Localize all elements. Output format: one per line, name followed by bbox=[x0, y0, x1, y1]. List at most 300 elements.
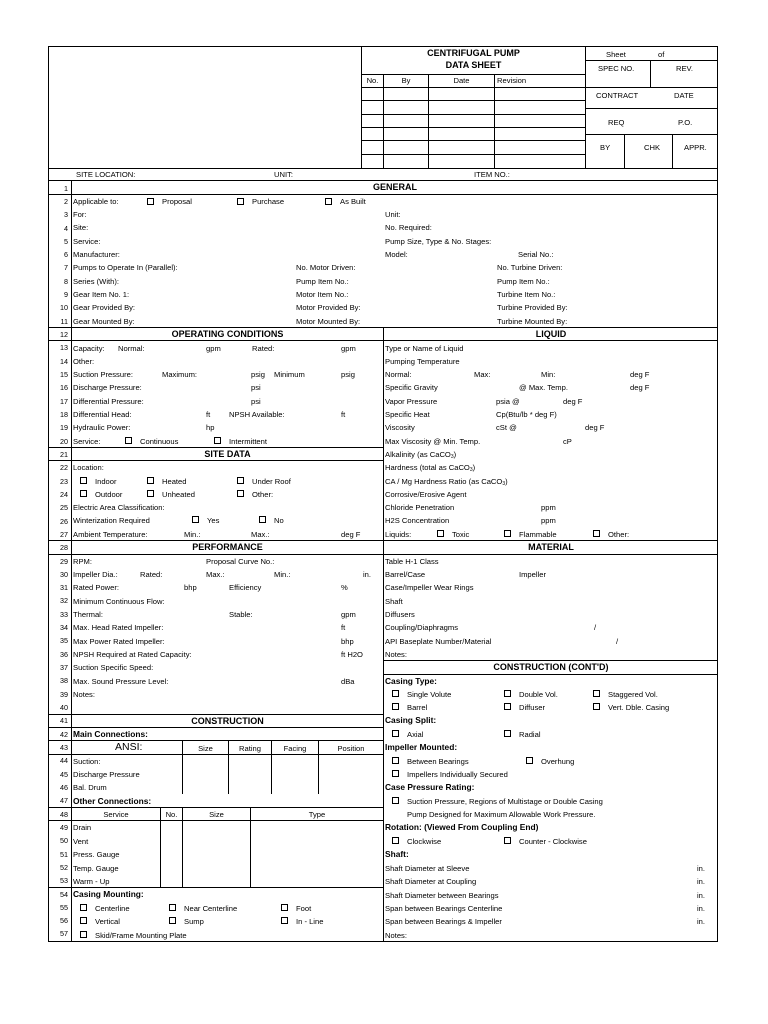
electric-area-label: Electric Area Classification: bbox=[73, 503, 165, 512]
rev-col bbox=[494, 74, 495, 168]
applicable-to-label: Applicable to: bbox=[73, 197, 119, 206]
rh-col bbox=[672, 134, 673, 168]
row-number: 55 bbox=[60, 902, 68, 912]
span-centerline-label: Span between Bearings Centerline bbox=[385, 904, 503, 913]
po-label: P.O. bbox=[678, 118, 693, 127]
row-number: 2 bbox=[64, 196, 68, 206]
sg-max-temp-label: @ Max. Temp. bbox=[519, 383, 568, 392]
grid-line bbox=[48, 540, 718, 541]
viscosity-cst-label: cSt @ bbox=[496, 423, 517, 432]
winterization-yes-checkbox[interactable] bbox=[192, 516, 199, 523]
suction-psig-1: psig bbox=[251, 370, 265, 379]
dia-coupling-label: Shaft Diameter at Coupling bbox=[385, 877, 477, 886]
skid-checkbox[interactable] bbox=[80, 931, 87, 938]
max-sound-dba: dBa bbox=[341, 677, 355, 686]
hardness-label: Hardness (total as CaCO$_3$) bbox=[385, 463, 476, 473]
winterization-yes-label: Yes bbox=[207, 516, 220, 525]
conn-position-header: Position bbox=[337, 744, 365, 753]
suction-psig-2: psig bbox=[341, 370, 355, 379]
req-label: REQ bbox=[608, 118, 625, 127]
temp-min-label: Min: bbox=[541, 370, 556, 379]
intermittent-checkbox[interactable] bbox=[214, 437, 221, 444]
sump-checkbox[interactable] bbox=[169, 917, 176, 924]
rev-label: REV. bbox=[676, 64, 694, 73]
outdoor-checkbox[interactable] bbox=[80, 490, 87, 497]
row-number: 43 bbox=[60, 742, 68, 752]
site-location-label: SITE LOCATION: bbox=[76, 170, 136, 179]
row-number: 16 bbox=[60, 383, 68, 393]
row-number: 57 bbox=[60, 929, 68, 939]
impeller-rated-label: Rated: bbox=[140, 570, 163, 579]
ca-mg-ratio-label: CA / Mg Hardness Ratio (as CaCO$_3$) bbox=[385, 477, 508, 487]
capacity-rated-label: Rated: bbox=[252, 344, 275, 353]
item-no-label: ITEM NO.: bbox=[474, 170, 510, 179]
row-number: 32 bbox=[60, 596, 68, 606]
rev-header-by: By bbox=[401, 76, 411, 85]
skid-label: Skid/Frame Mounting Plate bbox=[95, 931, 187, 940]
single-volute-checkbox[interactable] bbox=[392, 690, 399, 697]
axial-checkbox[interactable] bbox=[392, 730, 399, 737]
intermittent-label: Intermittent bbox=[229, 437, 267, 446]
h2s-ppm: ppm bbox=[541, 516, 556, 525]
row-number: 34 bbox=[60, 623, 68, 633]
unit-label: UNIT: bbox=[274, 170, 293, 179]
rev-line bbox=[361, 100, 585, 101]
row-number: 19 bbox=[60, 423, 68, 433]
centerline-checkbox[interactable] bbox=[80, 904, 87, 911]
row-number: 14 bbox=[60, 356, 68, 366]
diffuser-label: Diffuser bbox=[519, 703, 546, 712]
row-number: 40 bbox=[60, 703, 68, 712]
conn-rating-header: Rating bbox=[239, 744, 261, 753]
double-vol-checkbox[interactable] bbox=[504, 690, 511, 697]
winterization-label: Winterization Required bbox=[73, 516, 150, 525]
service-mode-label: Service: bbox=[73, 437, 101, 446]
pump-item-no-right: Pump Item No.: bbox=[497, 277, 550, 286]
row-number: 21 bbox=[60, 449, 68, 459]
row-number: 39 bbox=[60, 689, 68, 699]
overhung-checkbox[interactable] bbox=[526, 757, 533, 764]
manufacturer-label: Manufacturer: bbox=[73, 250, 120, 259]
row-number: 44 bbox=[60, 756, 68, 766]
vertical-checkbox[interactable] bbox=[80, 917, 87, 924]
impellers-secured-checkbox[interactable] bbox=[392, 770, 399, 777]
vapor-pressure-label: Vapor Pressure bbox=[385, 397, 438, 406]
site-line-bottom bbox=[48, 180, 718, 181]
max-sound-label: Max. Sound Pressure Level: bbox=[73, 677, 169, 686]
between-bearings-checkbox[interactable] bbox=[392, 757, 399, 764]
row-number-column-line bbox=[71, 180, 72, 942]
model-label: Model: bbox=[385, 250, 408, 259]
rev-header-no: No. bbox=[366, 76, 379, 85]
in-line-checkbox[interactable] bbox=[281, 917, 288, 924]
single-volute-label: Single Volute bbox=[407, 690, 452, 699]
rh-line bbox=[585, 108, 718, 109]
dia-sleeve-in: in. bbox=[697, 864, 706, 873]
material-impeller-label: Impeller bbox=[519, 570, 547, 579]
capacity-gpm-1: gpm bbox=[206, 344, 221, 353]
other-site-checkbox[interactable] bbox=[237, 490, 244, 497]
chloride-label: Chloride Penetration bbox=[385, 503, 455, 512]
rev-col bbox=[383, 74, 384, 168]
gear-provided-by-label: Gear Provided By: bbox=[73, 303, 136, 312]
row-number: 50 bbox=[60, 836, 68, 846]
rev-line bbox=[361, 74, 585, 75]
gear-item-no-label: Gear Item No. 1: bbox=[73, 290, 130, 299]
under-roof-checkbox[interactable] bbox=[237, 477, 244, 484]
corrosive-agent-label: Corrosive/Erosive Agent bbox=[385, 490, 467, 499]
rev-line bbox=[361, 140, 585, 141]
table-h1-label: Table H-1 Class bbox=[385, 557, 439, 566]
section-general: GENERAL bbox=[372, 182, 417, 192]
alkalinity-label: Alkalinity (as CaCO$_3$) bbox=[385, 450, 457, 460]
section-liquid: LIQUID bbox=[535, 329, 567, 339]
row-number: 18 bbox=[60, 409, 68, 419]
near-centerline-checkbox[interactable] bbox=[169, 904, 176, 911]
row-number: 29 bbox=[60, 556, 68, 566]
counter-clockwise-label: Counter - Clockwise bbox=[519, 837, 587, 846]
casing-type-label: Casing Type: bbox=[385, 676, 437, 686]
heated-label: Heated bbox=[162, 477, 187, 486]
row-number: 48 bbox=[60, 809, 68, 819]
grid-line bbox=[48, 754, 383, 755]
row-number: 20 bbox=[60, 436, 68, 446]
row-number: 23 bbox=[60, 476, 68, 486]
sg-degf: deg F bbox=[630, 383, 650, 392]
coupling-label: Coupling/Diaphragms bbox=[385, 623, 459, 632]
unit-field-label: Unit: bbox=[385, 210, 401, 219]
span-impeller-in: in. bbox=[697, 917, 706, 926]
centerline-label: Centerline bbox=[95, 904, 130, 913]
overhung-label: Overhung bbox=[541, 757, 575, 766]
api-baseplate-slash: / bbox=[616, 637, 619, 646]
pump-designed-label: Pump Designed for Maximum Allowable Work Pressure. bbox=[407, 810, 596, 819]
differential-head-ft: ft bbox=[206, 410, 211, 419]
heated-checkbox[interactable] bbox=[147, 477, 154, 484]
counter-clockwise-checkbox[interactable] bbox=[504, 837, 511, 844]
chk-label: CHK bbox=[644, 143, 661, 152]
staggered-vol-checkbox[interactable] bbox=[593, 690, 600, 697]
warm-up-label: Warm - Up bbox=[73, 877, 110, 886]
near-centerline-label: Near Centerline bbox=[184, 904, 238, 913]
section-material: MATERIAL bbox=[528, 542, 574, 552]
rh-line bbox=[585, 134, 718, 135]
row-number: 5 bbox=[64, 236, 68, 246]
discharge-pressure-label: Discharge Pressure: bbox=[73, 383, 142, 392]
purchase-label: Purchase bbox=[252, 197, 285, 206]
grid-line bbox=[48, 714, 383, 715]
motor-mounted-by-label: Motor Mounted By: bbox=[296, 317, 361, 326]
barrel-label: Barrel bbox=[407, 703, 428, 712]
row-number: 26 bbox=[60, 516, 68, 526]
specific-heat-units: Cp(Btu/lb * deg F) bbox=[496, 410, 557, 419]
row-number: 22 bbox=[60, 463, 68, 473]
span-impeller-label: Span between Bearings & Impeller bbox=[385, 917, 502, 926]
capacity-label: Capacity: bbox=[73, 344, 105, 353]
shaft-heading: Shaft: bbox=[385, 849, 409, 859]
location-label: Location: bbox=[73, 463, 104, 472]
rpm-label: RPM: bbox=[73, 557, 92, 566]
rev-line bbox=[361, 127, 585, 128]
service-label: Service: bbox=[73, 237, 101, 246]
ambient-degf: deg F bbox=[341, 530, 361, 539]
dia-coupling-in: in. bbox=[697, 877, 706, 886]
other-connections-label: Other Connections: bbox=[73, 796, 152, 806]
material-notes-label: Notes: bbox=[385, 650, 407, 659]
header-bottom-line bbox=[48, 168, 718, 169]
impeller-dia-label: Impeller Dia.: bbox=[73, 570, 118, 579]
thermal-label: Thermal: bbox=[73, 610, 103, 619]
no-motor-driven-label: No. Motor Driven: bbox=[296, 263, 356, 272]
row-number: 13 bbox=[60, 343, 68, 353]
wear-rings-label: Case/Impeller Wear Rings bbox=[385, 583, 474, 592]
suction-pressure-regions-checkbox[interactable] bbox=[392, 797, 399, 804]
row-number: 41 bbox=[60, 716, 68, 726]
max-viscosity-label: Max Viscosity @ Min. Temp. bbox=[385, 437, 481, 446]
case-pressure-rating-label: Case Pressure Rating: bbox=[385, 782, 475, 792]
winterization-no-checkbox[interactable] bbox=[259, 516, 266, 523]
vapor-degf: deg F bbox=[563, 397, 583, 406]
temp-degf: deg F bbox=[630, 370, 650, 379]
row-number: 30 bbox=[60, 569, 68, 579]
row-number: 10 bbox=[60, 303, 68, 313]
efficiency-label: Efficiency bbox=[229, 583, 262, 592]
under-roof-label: Under Roof bbox=[252, 477, 291, 486]
suction-maximum-label: Maximum: bbox=[162, 370, 198, 379]
flammable-checkbox[interactable] bbox=[504, 530, 511, 537]
max-power-label: Max Power Rated Impeller: bbox=[73, 637, 165, 646]
hydraulic-power-hp: hp bbox=[206, 423, 215, 432]
by-label: BY bbox=[600, 143, 611, 152]
toxic-label: Toxic bbox=[452, 530, 470, 539]
other-no-header: No. bbox=[165, 810, 178, 819]
differential-head-label: Differential Head: bbox=[73, 410, 132, 419]
sump-label: Sump bbox=[184, 917, 204, 926]
ambient-temp-label: Ambient Temperature: bbox=[73, 530, 148, 539]
liquid-type-label: Type or Name of Liquid bbox=[385, 344, 464, 353]
conn-facing-header: Facing bbox=[283, 744, 307, 753]
row-number: 31 bbox=[60, 583, 68, 593]
indoor-checkbox[interactable] bbox=[80, 477, 87, 484]
max-head-ft: ft bbox=[341, 623, 346, 632]
suction-pressure-label: Suction Pressure: bbox=[73, 370, 133, 379]
conn-suction-label: Suction: bbox=[73, 757, 101, 766]
pump-size-label: Pump Size, Type & No. Stages: bbox=[385, 237, 492, 246]
hydraulic-power-label: Hydraulic Power: bbox=[73, 423, 131, 432]
row-number: 9 bbox=[64, 290, 68, 300]
max-power-bhp: bhp bbox=[341, 637, 354, 646]
header-divider-right bbox=[585, 46, 586, 168]
row-number: 38 bbox=[60, 676, 68, 686]
h2s-label: H2S Concentration bbox=[385, 516, 450, 525]
casing-mounting-label: Casing Mounting: bbox=[73, 889, 144, 899]
grid-line bbox=[48, 807, 383, 808]
row-number: 45 bbox=[60, 769, 68, 779]
conn-col bbox=[250, 807, 251, 887]
drain-label: Drain bbox=[73, 823, 92, 832]
other-label: Other: bbox=[73, 357, 95, 366]
impeller-max-label: Max.: bbox=[206, 570, 225, 579]
impeller-in: in. bbox=[363, 570, 372, 579]
foot-checkbox[interactable] bbox=[281, 904, 288, 911]
clockwise-label: Clockwise bbox=[407, 837, 442, 846]
min-cont-flow-label: Minimum Continuous Flow: bbox=[73, 597, 165, 606]
conn-col bbox=[160, 807, 161, 887]
unheated-label: Unheated bbox=[162, 490, 195, 499]
vapor-psia-label: psia @ bbox=[496, 397, 520, 406]
rated-power-bhp: bhp bbox=[184, 583, 197, 592]
continuous-checkbox[interactable] bbox=[125, 437, 132, 444]
pumps-parallel-label: Pumps to Operate In (Parallel): bbox=[73, 263, 178, 272]
grid-line bbox=[48, 460, 383, 461]
radial-checkbox[interactable] bbox=[504, 730, 511, 737]
barrel-case-label: Barrel/Case bbox=[385, 570, 426, 579]
capacity-normal-label: Normal: bbox=[118, 344, 145, 353]
rh-line bbox=[585, 87, 718, 88]
viscosity-label: Viscosity bbox=[385, 423, 415, 432]
unheated-checkbox[interactable] bbox=[147, 490, 154, 497]
title-line2: DATA SHEET bbox=[445, 60, 502, 70]
max-head-label: Max. Head Rated Impeller: bbox=[73, 623, 164, 632]
in-line-label: In - Line bbox=[296, 917, 324, 926]
conn-col bbox=[182, 807, 183, 887]
impellers-secured-label: Impellers Individually Secured bbox=[407, 770, 508, 779]
sheet-label: Sheet bbox=[606, 50, 626, 59]
flow-gpm: gpm bbox=[341, 610, 356, 619]
row-number: 36 bbox=[60, 649, 68, 659]
site-label: Site: bbox=[73, 223, 89, 232]
span-centerline-in: in. bbox=[697, 904, 706, 913]
motor-provided-by-label: Motor Provided By: bbox=[296, 303, 361, 312]
grid-line bbox=[383, 674, 718, 675]
chloride-ppm: ppm bbox=[541, 503, 556, 512]
construction-notes-label: Notes: bbox=[385, 931, 407, 940]
section-construction: CONSTRUCTION bbox=[191, 716, 264, 726]
continuous-label: Continuous bbox=[140, 437, 179, 446]
winterization-no-label: No bbox=[274, 516, 284, 525]
other-liquid-label: Other: bbox=[608, 530, 630, 539]
temp-max-label: Max: bbox=[474, 370, 491, 379]
performance-notes-label: Notes: bbox=[73, 690, 95, 699]
between-bearings-label: Between Bearings bbox=[407, 757, 469, 766]
section-site-data: SITE DATA bbox=[204, 449, 251, 459]
motor-item-no-label: Motor Item No.: bbox=[296, 290, 349, 299]
npsh-available-label: NPSH Available: bbox=[229, 410, 285, 419]
vert-dble-casing-checkbox[interactable] bbox=[593, 703, 600, 710]
row-number: 27 bbox=[60, 529, 68, 539]
differential-psi: psi bbox=[251, 397, 261, 406]
rev-header-revision: Revision bbox=[497, 76, 527, 85]
proposal-checkbox[interactable] bbox=[147, 198, 154, 205]
gear-mounted-by-label: Gear Mounted By: bbox=[73, 317, 135, 326]
viscosity-degf: deg F bbox=[585, 423, 605, 432]
double-vol-label: Double Vol. bbox=[519, 690, 558, 699]
spec-no-label: SPEC NO. bbox=[598, 64, 635, 73]
axial-label: Axial bbox=[407, 730, 424, 739]
differential-pressure-label: Differential Pressure: bbox=[73, 397, 144, 406]
row-number: 37 bbox=[60, 663, 68, 672]
turbine-item-no-label: Turbine Item No.: bbox=[497, 290, 556, 299]
row-number: 35 bbox=[60, 636, 68, 646]
row-number: 4 bbox=[64, 223, 68, 233]
dia-sleeve-label: Shaft Diameter at Sleeve bbox=[385, 864, 470, 873]
rated-power-label: Rated Power: bbox=[73, 583, 120, 592]
rev-line bbox=[361, 154, 585, 155]
pump-item-no-mid: Pump Item No.: bbox=[296, 277, 349, 286]
row-number: 52 bbox=[60, 862, 68, 872]
as-built-label: As Built bbox=[340, 197, 366, 206]
series-with-label: Series (With): bbox=[73, 277, 119, 286]
turbine-provided-by-label: Turbine Provided By: bbox=[497, 303, 568, 312]
proposal-curve-label: Proposal Curve No.: bbox=[206, 557, 275, 566]
stable-label: Stable: bbox=[229, 610, 253, 619]
purchase-checkbox[interactable] bbox=[237, 198, 244, 205]
press-gauge-label: Press. Gauge bbox=[73, 850, 120, 859]
toxic-checkbox[interactable] bbox=[437, 530, 444, 537]
no-turbine-driven-label: No. Turbine Driven: bbox=[497, 263, 563, 272]
turbine-mounted-by-label: Turbine Mounted By: bbox=[497, 317, 568, 326]
row-number: 42 bbox=[60, 729, 68, 739]
outdoor-label: Outdoor bbox=[95, 490, 123, 499]
row-number: 46 bbox=[60, 782, 68, 792]
vert-dble-casing-label: Vert. Dble. Casing bbox=[608, 703, 670, 712]
max-viscosity-cp: cP bbox=[563, 437, 572, 446]
dia-between-in: in. bbox=[697, 891, 706, 900]
other-liquid-checkbox[interactable] bbox=[593, 530, 600, 537]
other-size-header: Size bbox=[209, 810, 224, 819]
grid-line bbox=[48, 740, 383, 741]
npsh-required-label: NPSH Required at Rated Capacity: bbox=[73, 650, 192, 659]
row-number: 51 bbox=[60, 849, 68, 859]
impeller-mounted-label: Impeller Mounted: bbox=[385, 742, 458, 752]
grid-line bbox=[48, 887, 383, 888]
row-number: 12 bbox=[60, 330, 68, 339]
rh-col bbox=[624, 134, 625, 168]
as-built-checkbox[interactable] bbox=[325, 198, 332, 205]
flammable-label: Flammable bbox=[519, 530, 557, 539]
npsh-required-units: ft H2O bbox=[341, 650, 363, 659]
rev-col bbox=[428, 74, 429, 168]
row-number: 17 bbox=[60, 396, 68, 406]
grid-line bbox=[48, 554, 718, 555]
center-divider bbox=[383, 327, 384, 942]
appr-label: APPR. bbox=[684, 143, 707, 152]
row-number: 15 bbox=[60, 370, 68, 379]
diffuser-checkbox[interactable] bbox=[504, 703, 511, 710]
api-baseplate-label: API Baseplate Number/Material bbox=[385, 637, 492, 646]
staggered-vol-label: Staggered Vol. bbox=[608, 690, 658, 699]
grid-line bbox=[48, 820, 383, 821]
row-number: 28 bbox=[60, 543, 68, 553]
other-site-label: Other: bbox=[252, 490, 274, 499]
efficiency-pct: % bbox=[341, 583, 348, 592]
foot-label: Foot bbox=[296, 904, 312, 913]
liquids-label: Liquids: bbox=[385, 530, 412, 539]
clockwise-checkbox[interactable] bbox=[392, 837, 399, 844]
grid-line bbox=[48, 194, 718, 195]
row-number: 1 bbox=[64, 183, 68, 193]
grid-line bbox=[48, 327, 718, 328]
barrel-checkbox[interactable] bbox=[392, 703, 399, 710]
npsh-available-ft: ft bbox=[341, 410, 346, 419]
conn-bal-drum-label: Bal. Drum bbox=[73, 783, 107, 792]
row-number: 8 bbox=[64, 276, 68, 286]
capacity-gpm-2: gpm bbox=[341, 344, 356, 353]
temp-normal-label: Normal: bbox=[385, 370, 412, 379]
row-number: 7 bbox=[64, 263, 68, 273]
rev-line bbox=[361, 87, 585, 88]
grid-line bbox=[48, 447, 383, 448]
